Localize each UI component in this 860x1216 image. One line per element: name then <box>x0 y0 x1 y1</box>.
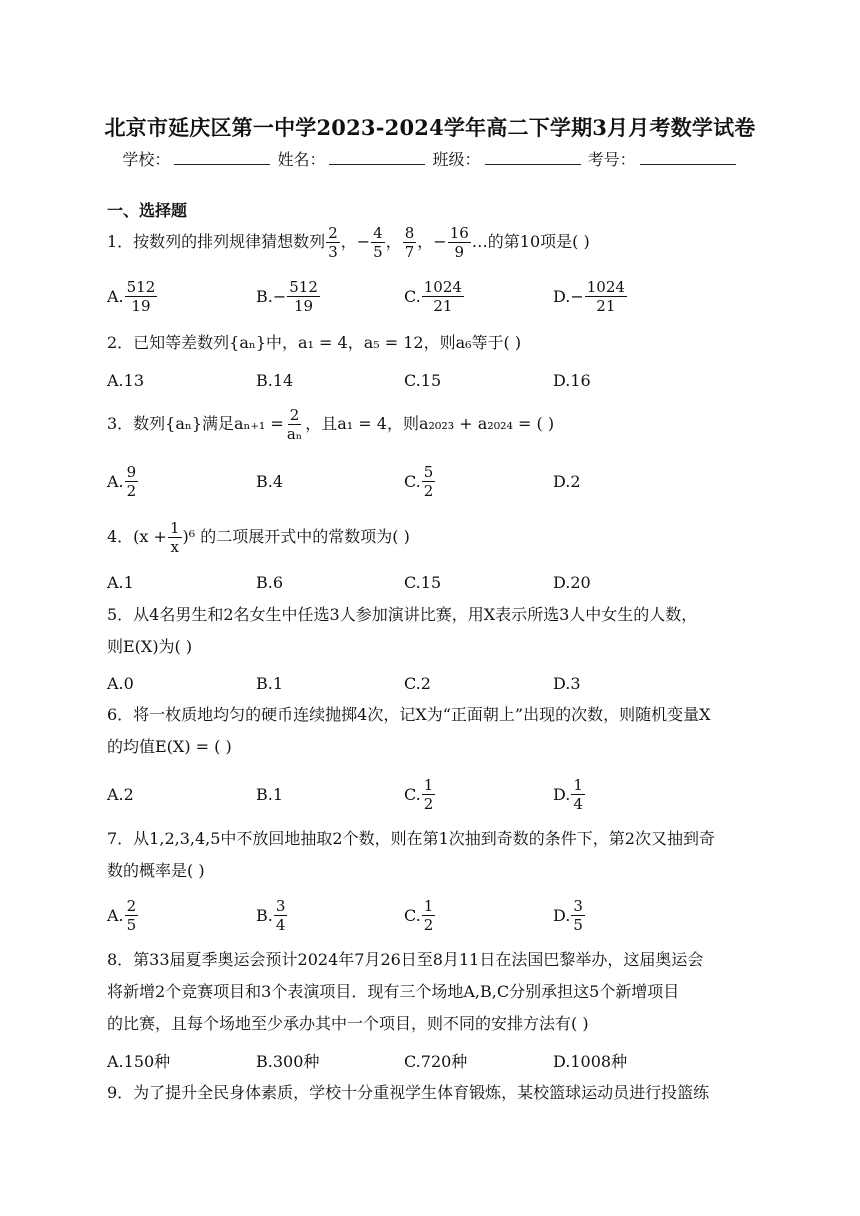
q6-d-label: D. <box>553 784 571 804</box>
q7-d-den: 5 <box>573 915 583 934</box>
q1-frac-4-num: 16 <box>449 223 469 242</box>
q3-frac-den: aₙ <box>286 424 303 443</box>
q4-suffix: )⁶ 的二项展开式中的常数项为( ) <box>182 527 410 546</box>
q7-b-label: B. <box>256 905 273 925</box>
q7-options <box>107 893 757 937</box>
q3-a-label: A. <box>107 471 124 491</box>
q3-c-num: 5 <box>423 462 434 481</box>
class-blank <box>485 152 581 165</box>
q1-d-label: D.− <box>553 286 584 306</box>
q1-frac-3 <box>403 224 417 261</box>
student-info-line <box>0 147 860 170</box>
q1-frac-2-num: 4 <box>373 223 383 242</box>
q6-d-num: 1 <box>573 775 583 794</box>
q1-b-label: B.− <box>256 286 287 306</box>
q3-frac-num: 2 <box>289 405 300 424</box>
q1-frac-3-den: 7 <box>404 242 415 261</box>
q1-a-den: 19 <box>131 296 151 315</box>
q4-option-d: D.20 <box>553 572 591 592</box>
q3-a-frac <box>125 463 139 500</box>
class-label: 班级： <box>432 150 481 169</box>
q4-options <box>107 570 757 594</box>
q5-options <box>107 671 757 695</box>
id-label: 考号： <box>587 150 636 169</box>
q1-option-a <box>107 274 158 318</box>
q5-option-a: A.0 <box>107 673 134 693</box>
question-9-line-1: 9．为了提升全民身体素质，学校十分重视学生体育锻炼，某校篮球运动员进行投篮练 <box>107 1083 710 1102</box>
q7-c-frac <box>422 897 436 934</box>
name-label: 姓名： <box>277 150 326 169</box>
question-4 <box>107 515 757 559</box>
q6-c-num: 1 <box>423 775 434 794</box>
q5-option-d: D.3 <box>553 673 581 693</box>
q1-frac-2-den: 5 <box>373 242 383 261</box>
q1-frac-1-num: 2 <box>328 223 338 242</box>
q2-option-a: A.13 <box>107 370 144 390</box>
q4-frac-den: x <box>170 537 179 556</box>
q1-frac-1-den: 3 <box>328 242 338 261</box>
q7-b-den: 4 <box>275 915 286 934</box>
q2-option-c: C.15 <box>404 370 442 390</box>
q7-d-num: 3 <box>573 896 583 915</box>
q1-options <box>107 274 757 318</box>
q7-a-den: 5 <box>126 915 137 934</box>
q4-frac-num: 1 <box>169 518 180 537</box>
q8-option-b: B.300种 <box>256 1051 320 1071</box>
q6-c-den: 2 <box>423 794 434 813</box>
q7-b-frac <box>274 897 288 934</box>
question-6-line-2: 的均值E(X) = ( ) <box>107 737 232 756</box>
question-5-line-1: 5．从4名男生和2名女生中任选3人参加演讲比赛，用X表示所选3人中女生的人数， <box>107 605 698 624</box>
q6-d-frac <box>571 776 585 813</box>
q7-c-den: 2 <box>423 915 434 934</box>
q5-option-c: C.2 <box>404 673 431 693</box>
school-label: 学校： <box>122 150 171 169</box>
q6-d-den: 4 <box>573 794 583 813</box>
question-7-line-1: 7．从1,2,3,4,5中不放回地抽取2个数，则在第1次抽到奇数的条件下，第2次又抽到奇 <box>107 829 715 848</box>
q3-c-den: 2 <box>423 481 434 500</box>
q1-suffix: …的第10项是( ) <box>471 232 590 251</box>
q7-c-num: 1 <box>423 896 434 915</box>
question-5-line-2: 则E(X)为( ) <box>107 637 193 656</box>
question-1 <box>107 222 757 262</box>
q1-sep-3: ，− <box>417 232 447 251</box>
q4-option-c: C.15 <box>404 572 442 592</box>
question-8-line-3: 的比赛，且每个场地至少承办其中一个项目，则不同的安排方法有( ) <box>107 1014 589 1033</box>
q3-suffix: ，且a₁ = 4，则a₂₀₂₃ + a₂₀₂₄ = ( ) <box>305 414 555 433</box>
q7-option-b <box>256 893 288 937</box>
q6-c-label: C. <box>404 784 421 804</box>
q1-b-den: 19 <box>294 296 314 315</box>
q3-option-c <box>404 459 436 503</box>
q6-option-a: A.2 <box>107 784 134 804</box>
q1-sep-1: ，− <box>340 232 371 251</box>
q3-a-num: 9 <box>126 462 137 481</box>
q8-option-c: C.720种 <box>404 1051 468 1071</box>
question-6-line-1: 6．将一枚质地均匀的硬币连续抛掷4次，记X为“正面朝上”出现的次数，则随机变量X <box>107 705 711 724</box>
q1-sep-2: ， <box>385 232 402 251</box>
q3-option-a <box>107 459 139 503</box>
q6-option-d <box>553 772 586 816</box>
q3-frac <box>285 406 304 443</box>
q1-frac-2 <box>371 224 385 261</box>
q3-c-label: C. <box>404 471 421 491</box>
q1-c-num: 1024 <box>423 277 462 296</box>
q3-a-den: 2 <box>126 481 137 500</box>
q5-option-b: B.1 <box>256 673 284 693</box>
q1-b-num: 512 <box>289 277 318 296</box>
q6-options <box>107 772 757 816</box>
q3-options <box>107 459 757 503</box>
q1-c-den: 21 <box>433 296 453 315</box>
q2-option-d: D.16 <box>553 370 591 390</box>
q1-c-frac <box>422 278 464 315</box>
q1-c-label: C. <box>404 286 421 306</box>
question-8-line-2: 将新增2个竞赛项目和3个表演项目．现有三个场地A,B,C分别承担这5个新增项目 <box>107 982 680 1001</box>
name-blank <box>329 152 425 165</box>
q7-a-num: 2 <box>126 896 137 915</box>
page-title: 北京市延庆区第一中学2023-2024学年高二下学期3月月考数学试卷 <box>104 115 756 140</box>
q1-frac-3-num: 8 <box>404 223 415 242</box>
q1-a-frac <box>125 278 158 315</box>
q3-c-frac <box>422 463 436 500</box>
q7-option-a <box>107 893 139 937</box>
q2-options <box>107 360 757 400</box>
question-7-line-2: 数的概率是( ) <box>107 861 205 880</box>
q1-d-frac <box>585 278 627 315</box>
q7-a-label: A. <box>107 905 124 925</box>
question-8-line-1: 8．第33届夏季奥运会预计2024年7月26日至8月11日在法国巴黎举办，这届奥运会 <box>107 950 704 969</box>
q4-option-a: A.1 <box>107 572 134 592</box>
question-2: 2．已知等差数列{aₙ}中，a₁ = 4，a₅ = 12，则a₆等于( ) <box>107 333 522 352</box>
q6-option-c <box>404 772 436 816</box>
q4-prefix: 4．(x + <box>107 527 167 546</box>
q1-d-den: 21 <box>596 296 616 315</box>
question-3 <box>107 402 757 446</box>
q7-a-frac <box>125 897 139 934</box>
q1-a-label: A. <box>107 286 124 306</box>
q1-option-c <box>404 274 465 318</box>
q7-d-frac <box>571 897 585 934</box>
q1-option-d <box>553 274 628 318</box>
q6-option-b: B.1 <box>256 784 284 804</box>
id-blank <box>640 152 736 165</box>
q1-option-b <box>256 274 321 318</box>
q2-option-b: B.14 <box>256 370 294 390</box>
q8-options <box>107 1048 757 1072</box>
q7-d-label: D. <box>553 905 571 925</box>
q7-c-label: C. <box>404 905 421 925</box>
q3-option-d: D.2 <box>553 471 581 491</box>
q1-b-frac <box>287 278 320 315</box>
q1-a-num: 512 <box>126 277 156 296</box>
q1-frac-4 <box>448 224 471 261</box>
q1-d-num: 1024 <box>586 277 625 296</box>
q8-option-d: D.1008种 <box>553 1051 628 1071</box>
q7-b-num: 3 <box>275 896 286 915</box>
q1-frac-1 <box>326 224 340 261</box>
q7-option-c <box>404 893 436 937</box>
q3-prefix: 3．数列{aₙ}满足aₙ₊₁ = <box>107 414 284 433</box>
q1-frac-4-den: 9 <box>454 242 464 261</box>
q7-option-d <box>553 893 586 937</box>
q3-option-b: B.4 <box>256 471 284 491</box>
q4-option-b: B.6 <box>256 572 284 592</box>
school-blank <box>174 152 270 165</box>
q8-option-a: A.150种 <box>107 1051 171 1071</box>
section-title: 一、选择题 <box>107 201 188 220</box>
q4-frac <box>168 519 182 556</box>
q6-c-frac <box>422 776 436 813</box>
q1-prefix: 1．按数列的排列规律猜想数列 <box>107 232 326 251</box>
